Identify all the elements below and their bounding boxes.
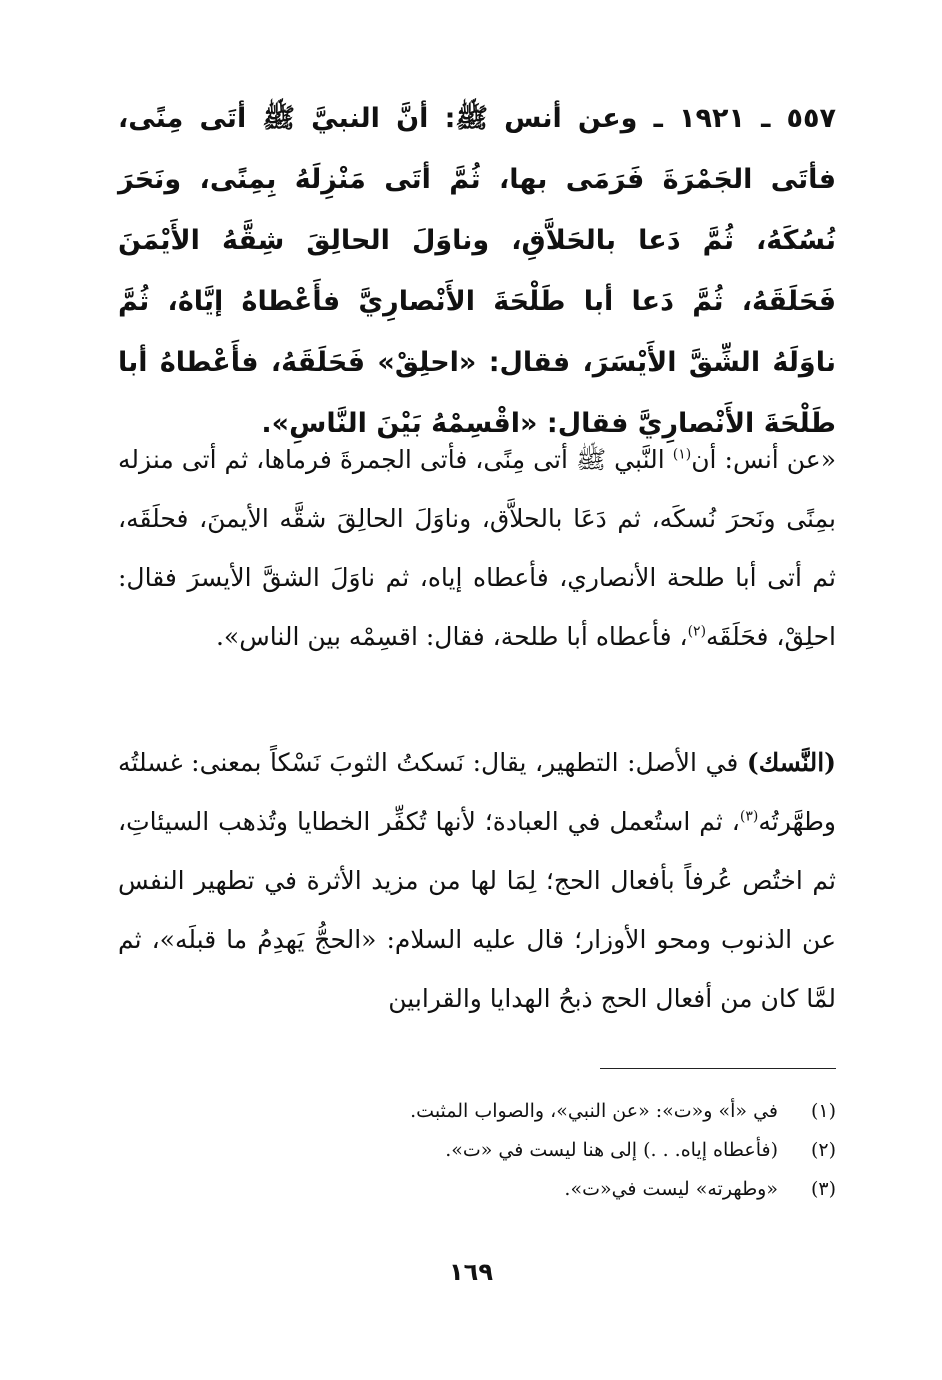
commentary-end: ، ثم استُعمل في العبادة؛ لأنها تُكفِّر الخطايا وتُذهب السيئاتِ، ثم اختُص عُرفاً بأفعال الحج؛ لِمَا لها من مزيد الأثرة في تطهير النفس عن الذنوب ومحو الأوزار؛ قال عليه السلام: «الحجُّ يَهدِمُ ما قبلَه»، ثم لمَّا كان من أفعال الحج ذبحُ الهدايا والقرابين: [118, 807, 836, 1013]
narration-end: ، فأعطاه أبا طلحة، فقال: اقسِمْه بين الناس».: [215, 622, 688, 651]
hadith-body: وعن أنس ﷺ: أنَّ النبيَّ ﷺ أتَى مِنًى، فأتَى الجَمْرَةَ فَرَمَى بها، ثُمَّ أتَى مَنْزِلَهُ بِمِنًى، ونَحَرَ نُسُكَهُ، ثُمَّ دَعا بالحَلاَّقِ، وناوَلَ الحالِقَ شِقَّهُ الأَيْمَنَ فَحَلَقَهُ، ثُمَّ دَعا أبا طَلْحَةَ الأَنْصارِيَّ فأَعْطاهُ إيَّاهُ، ثُمَّ ناوَلَهُ الشِّقَّ الأَيْسَرَ، فقال: «احلِقْ» فَحَلَقَهُ، فأَعْطاهُ أبا طَلْحَةَ الأَنْصارِيَّ فقال: «اقْسِمْهُ بَيْنَ النَّاسِ».: [118, 103, 836, 439]
footnote-number: (١): [810, 1100, 836, 1122]
footnote-separator: [600, 1068, 836, 1069]
narration-start: «عن أنس: أن: [691, 445, 836, 474]
footnote-1: [118, 1092, 836, 1131]
footnote-ref-2: (٢): [687, 623, 707, 640]
commentary-start: في الأصل: التطهير، يقال: نَسكتُ الثوبَ نَسْكاً بمعنى: غسلتُه وطهَّرتُه: [118, 748, 836, 836]
footnote-number: (٣): [810, 1178, 836, 1200]
footnote-ref-1: (١): [672, 446, 692, 463]
narration-middle: النَّبي ﷺ أتى مِنًى، فأتى الجمرةَ فرماها، ثم أتى منزله بمِنًى ونَحرَ نُسكَه، ثم دَعَا بالحلاَّق، وناوَلَ الحالِقَ شقَّه الأيمنَ، فحلَقَه، ثم أتى أبا طلحة الأنصاري، فأعطاه إياه، ثم ناوَلَ الشقَّ الأيسرَ فقال: احلِقْ، فحَلَقَه: [118, 445, 836, 651]
narration-paragraph: [118, 430, 836, 666]
footnote-number: (٢): [810, 1139, 836, 1161]
footnotes: [118, 1092, 836, 1209]
footnote-text: (فأعطاه إياه. . .) إلى هنا ليست في «ت».: [445, 1139, 778, 1161]
footnote-ref-3: (٣): [739, 808, 759, 825]
commentary-term: (النَّسك): [746, 748, 836, 777]
hadith-number: ٥٥٧ ـ ١٩٢١ ـ: [653, 103, 836, 134]
page-number: ١٦٩: [449, 1258, 493, 1286]
footnote-text: «وطهرته» ليست في«ت».: [564, 1178, 778, 1200]
footnote-text: في «أ» و«ت»: «عن النبي»، والصواب المثبت.: [410, 1100, 778, 1122]
footnote-2: [118, 1131, 836, 1170]
footnote-3: [118, 1170, 836, 1209]
commentary-paragraph: [118, 733, 836, 1028]
hadith-text: [118, 88, 836, 454]
